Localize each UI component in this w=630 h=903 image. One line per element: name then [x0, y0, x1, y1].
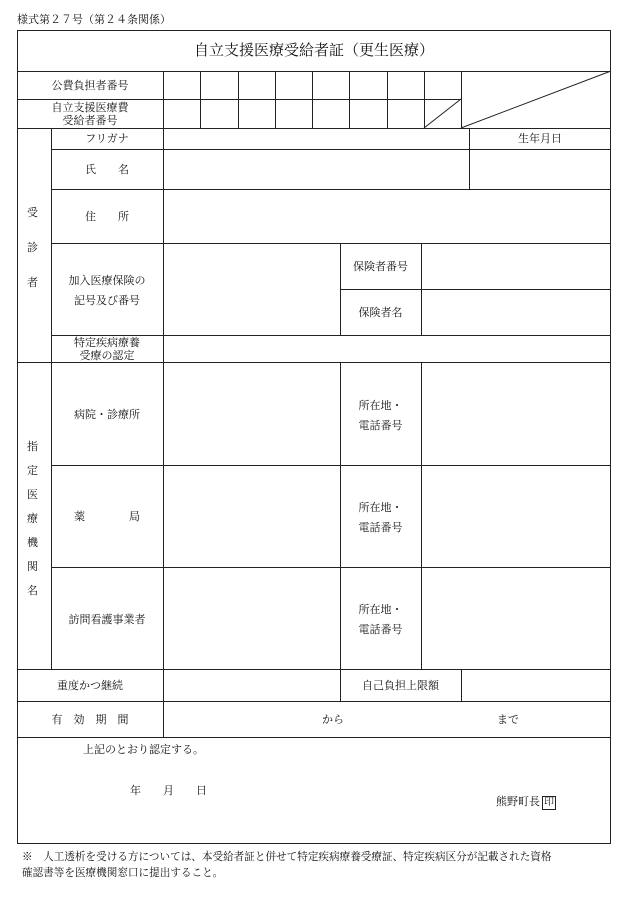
pharmacy-label: 薬 局 — [74, 510, 140, 523]
issuer — [496, 796, 556, 810]
page-title: 自立支援医療受給者証（更生医療） — [193, 41, 434, 59]
recipient-number-label-line2: 受給者番号 — [62, 114, 118, 127]
section-label-char: 機 — [27, 536, 38, 549]
address-label: 住 所 — [85, 210, 129, 223]
hospital-location-label-line2: 電話番号 — [358, 419, 403, 432]
section-label-char: 者 — [27, 276, 38, 289]
specified-disease-label-line1: 特定疾病療養 — [74, 336, 140, 349]
section-label-char: 名 — [27, 584, 38, 597]
pharmacy-location-label-line2: 電話番号 — [358, 521, 403, 534]
copay-limit-label: 自己負担上限額 — [362, 679, 439, 692]
section-label-char: 指 — [27, 440, 38, 453]
section-label-char: 医 — [27, 488, 38, 501]
insurer-name-label: 保険者名 — [358, 306, 403, 319]
furigana-label: フリガナ — [85, 132, 129, 145]
footnote-line1: ※ 人工透析を受ける方については、本受給者証と併せて特定疾病療養受療証、特定疾病区分が記載された資格 — [22, 851, 552, 863]
form-number: 様式第２７号（第２４条関係） — [17, 13, 171, 26]
public-payer-number-label: 公費負担者番号 — [51, 79, 129, 92]
hospital-location-label-line1: 所在地・ — [358, 399, 403, 412]
home-nursing-label: 訪問看護事業者 — [68, 613, 146, 626]
severe-continuing-label: 重度かつ継続 — [57, 679, 123, 692]
recipient-number-label-line1: 自立支援医療費 — [51, 101, 129, 114]
certification-date: 年 月 日 — [130, 784, 207, 797]
birthdate-label: 生年月日 — [518, 132, 562, 145]
insurance-label-line2: 記号及び番号 — [74, 294, 140, 307]
issuer-name: 熊野町長 — [496, 795, 540, 808]
certification-statement: 上記のとおり認定する。 — [83, 743, 204, 756]
name-label: 氏 名 — [85, 163, 129, 176]
pharmacy-location-label-line1: 所在地・ — [358, 501, 403, 514]
section-label-char: 受 — [27, 206, 38, 219]
specified-disease-label-line2: 受療の認定 — [79, 349, 135, 362]
section-label-char: 療 — [27, 512, 38, 525]
seal-mark: 印 — [544, 797, 554, 808]
insurance-label-line1: 加入医療保険の — [68, 274, 146, 287]
hospital-label: 病院・診療所 — [74, 408, 140, 421]
validity-to: まで — [497, 713, 519, 726]
home-nursing-location-label-line1: 所在地・ — [358, 603, 403, 616]
validity-from: から — [322, 713, 344, 726]
section-label-char: 定 — [27, 464, 38, 477]
insurer-number-label: 保険者番号 — [353, 260, 408, 273]
section-label-char: 診 — [27, 241, 38, 254]
section-label-char: 関 — [27, 560, 38, 573]
validity-label: 有 効 期 間 — [51, 713, 129, 726]
footnote-line2: 確認書等を医療機関窓口に提出すること。 — [22, 867, 224, 879]
home-nursing-location-label-line2: 電話番号 — [358, 623, 403, 636]
